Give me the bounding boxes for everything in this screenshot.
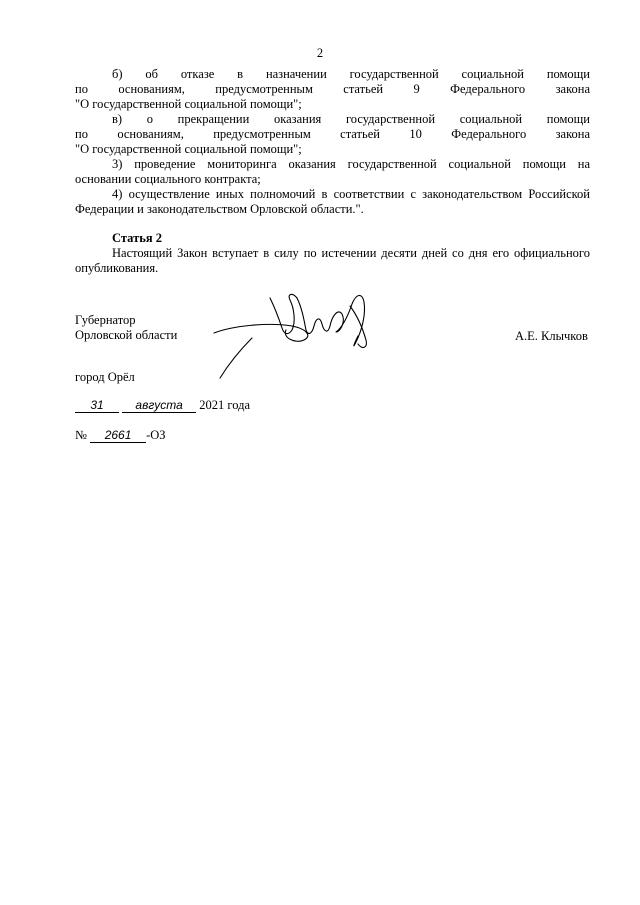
item-v-line-2: по основаниям, предусмотренным статьей 10 Федерального закона <box>75 127 590 141</box>
date-day: 31 <box>75 399 119 413</box>
item-3-line-2: основании социального контракта; <box>75 172 261 186</box>
item-b-line-2: по основаниям, предусмотренным статьей 9 Федерального закона <box>75 82 590 96</box>
article-2-heading: Статья 2 <box>112 231 162 245</box>
signatory-title-line-2: Орловской области <box>75 328 178 342</box>
item-4-line-1: 4) осуществление иных полномочий в соответствии с законодательством Российской <box>112 187 590 201</box>
item-v-line-1: в) о прекращении оказания государственной социальной помощи <box>112 112 590 126</box>
number-suffix: -ОЗ <box>146 428 166 442</box>
article-2-line-1: Настоящий Закон вступает в силу по истечении десяти дней со дня его официального <box>112 246 590 260</box>
number-value: 2661 <box>90 429 146 443</box>
item-4-line-2: Федерации и законодательством Орловской области.". <box>75 202 364 216</box>
item-v-line-3: "О государственной социальной помощи"; <box>75 142 302 156</box>
signatory-title-line-1: Губернатор <box>75 313 136 327</box>
law-number <box>75 428 166 443</box>
handwritten-signature <box>212 286 377 386</box>
item-b-line-1: б) об отказе в назначении государственной социальной помощи <box>112 67 590 81</box>
item-3-line-1: 3) проведение мониторинга оказания государственной социальной помощи на <box>112 157 590 171</box>
signing-date <box>75 398 250 413</box>
document-body <box>75 67 590 276</box>
number-prefix: № <box>75 428 87 442</box>
signatory-title <box>75 313 177 343</box>
city: город Орёл <box>75 370 135 384</box>
article-2-line-2: опубликования. <box>75 261 159 275</box>
date-month: августа <box>122 399 196 413</box>
signatory-name: А.Е. Клычков <box>515 329 588 343</box>
date-year: 2021 года <box>199 398 250 412</box>
item-b-line-3: "О государственной социальной помощи"; <box>75 97 302 111</box>
page-number: 2 <box>316 46 324 60</box>
